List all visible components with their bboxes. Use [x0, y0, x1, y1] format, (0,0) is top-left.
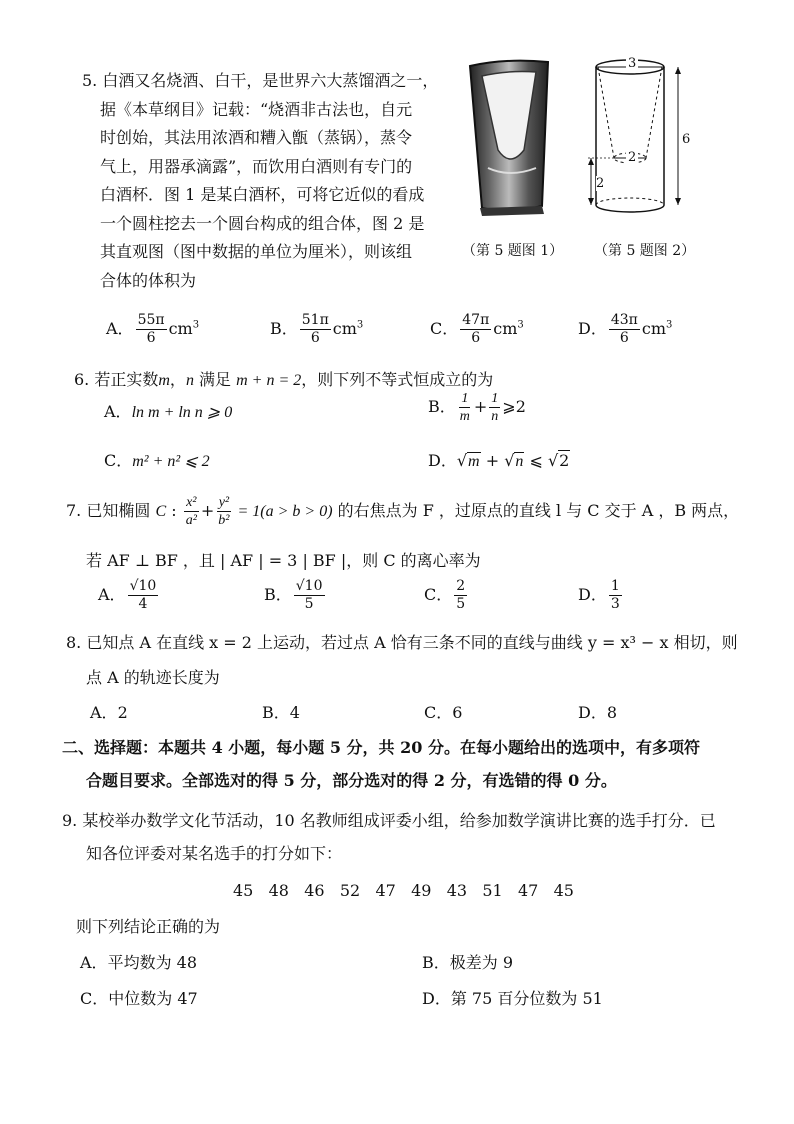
section2-heading-line1: 二、选择题：本题共 4 小题，每小题 5 分，共 20 分。在每小题给出的选项中，有多项符 — [62, 738, 700, 757]
q6-option-c: C．m² + n² ⩽ 2 — [104, 451, 210, 470]
q8-option-d: D．8 — [578, 703, 618, 722]
q8-stem-line1: 8. 已知点 A 在直线 x = 2 上运动，若过点 A 恰有三条不同的直线与曲线 y = x³ − x 相切，则 — [66, 633, 738, 652]
fig2-label-height: 6 — [682, 132, 691, 147]
q5-line: 时创始，其法用浓酒和糟入甑（蒸锅），蒸令 — [100, 128, 413, 147]
q9-stem-line2: 知各位评委对某名选手的打分如下： — [86, 844, 343, 863]
q8-option-b: B．4 — [262, 703, 300, 722]
score: 52 — [339, 881, 361, 900]
score: 45 — [553, 881, 574, 900]
q5-option-b: B． $\frac{51\pi}{6}$ $cm^3$ — [270, 312, 364, 346]
q5-line: 据《本草纲目》记载：“烧酒非古法也，自元 — [100, 100, 413, 119]
q6-option-b: B． $\frac{1}{m}$ + $\frac{1}{n}$ ⩾2 — [428, 391, 526, 424]
q5-option-c: C． $\frac{47\pi}{6}$ $cm^3$ — [430, 312, 524, 346]
q9-scores — [233, 878, 574, 904]
q6-stem: 6. 若正实数m，n 满足 m + n = 2，则下列不等式恒成立的为 — [74, 370, 494, 389]
q6-option-d: D．√m + √n ⩽ √2 — [428, 451, 570, 470]
q8-option-a: A．2 — [90, 703, 128, 722]
q7-option-b: B． $\frac{√10}{5}$ — [264, 578, 323, 612]
section2-heading-line2: 合题目要求。全部选对的得 5 分，部分选对的得 2 分，有选错的得 0 分。 — [86, 771, 617, 790]
score: 51 — [482, 881, 503, 900]
q9-option-b: B．极差为 9 — [422, 953, 514, 972]
q7-stem-line1: 7. 已知椭圆 C : $\frac{\text{x²}}{\text{a²}}$ + $\frac{\text{y²}}{\text{b²}}$ = 1(a > b > 0) 的右焦点为 F ，过原点的直线 l 与 C 交于 A ，B 两点， — [66, 495, 740, 528]
q7-option-c: C． $\frac{2}{5}$ — [424, 578, 466, 612]
q5-line: 气上，用器承滴露”，而饮用白酒则有专门的 — [100, 157, 413, 176]
score: 47 — [375, 881, 396, 900]
fig2-label-top: 3 — [628, 56, 637, 71]
q5-line: 5. 白酒又名烧酒、白干，是世界六大蒸馏酒之一， — [82, 71, 439, 90]
q6-option-a: A．ln m + ln n ⩾ 0 — [104, 402, 233, 421]
fig2-label-mid: 2 — [628, 150, 637, 165]
score: 45 — [233, 881, 254, 900]
fig2-label-lower: 2 — [596, 176, 605, 191]
q7-stem-line2: 若 AF ⊥ BF ，且 | AF | = 3 | BF |，则 C 的离心率为 — [86, 551, 481, 570]
q9-option-a: A．平均数为 48 — [80, 953, 198, 972]
q5-option-d: D． $\frac{43\pi}{6}$ $cm^3$ — [578, 312, 673, 346]
score: 48 — [268, 881, 289, 900]
score: 43 — [446, 881, 468, 900]
cylinder-diagram — [585, 55, 695, 225]
q5-line: 一个圆柱挖去一个圆台构成的组合体，图 2 是 — [100, 214, 425, 233]
q5-line: 白酒杯．图 1 是某白酒杯，可将它近似的看成 — [100, 185, 425, 204]
q8-stem-line2: 点 A 的轨迹长度为 — [86, 668, 220, 687]
score: 47 — [518, 881, 539, 900]
q9-option-c: C．中位数为 47 — [80, 989, 198, 1008]
q9-stem-line1: 9. 某校举办数学文化节活动，10 名教师组成评委小组，给参加数学演讲比赛的选手打分．已 — [62, 811, 716, 830]
fig1-caption: （第 5 题图 1） — [462, 243, 564, 259]
q5-line: 其直观图（图中数据的单位为厘米），则该组 — [100, 242, 413, 261]
q9-option-d: D．第 75 百分位数为 51 — [422, 989, 603, 1008]
q7-option-d: D． $\frac{1}{3}$ — [578, 578, 620, 612]
shot-glass-figure — [460, 58, 560, 218]
score: 46 — [304, 881, 325, 900]
fig2-caption: （第 5 题图 2） — [594, 243, 696, 259]
q5-line: 合体的体积为 — [100, 271, 197, 290]
q7-option-a: A． $\frac{√10}{4}$ — [98, 578, 157, 612]
q8-option-c: C．6 — [424, 703, 463, 722]
q9-stem-line3: 则下列结论正确的为 — [76, 917, 221, 936]
score: 49 — [411, 881, 432, 900]
q5-option-a: A． $\frac{55\pi}{6}$ $cm^3$ — [106, 312, 200, 346]
